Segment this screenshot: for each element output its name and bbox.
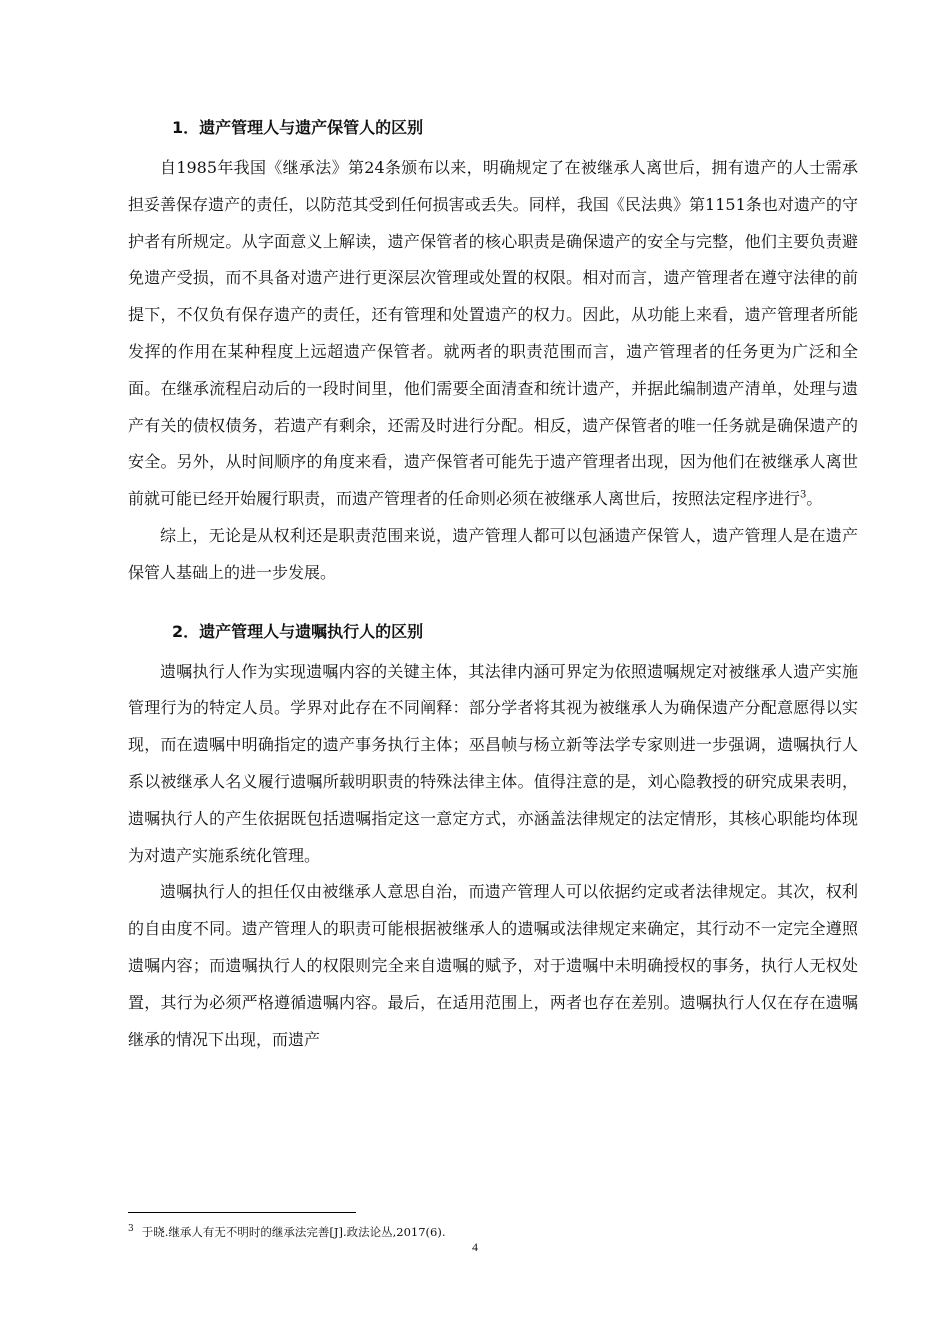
section-heading-1: 1．遗产管理人与遗产保管人的区别 <box>172 118 424 137</box>
footnote <box>128 1224 446 1240</box>
footnote-ref[interactable]: 3 <box>800 489 807 501</box>
footnote-number: 3 <box>128 1224 134 1235</box>
footnote-text: 于晓.继承人有无不明时的继承法完善[J].政法论丛,2017(6). <box>141 1225 446 1239</box>
page-body <box>128 110 858 1058</box>
footnote-separator <box>128 1212 356 1213</box>
paragraph-text: 自1985年我国《继承法》第24条颁布以来，明确规定了在被继承人离世后，拥有遗产的人士需承担妥善保存遗产的责任，以防范其受到任何损害或丢失。同样，我国《民法典》第1151条也对遗产的守护者有所规定。从字面意义上解读，遗产保管者的核心职责是确保遗产的安全与完整，他们主要负责避免遗产受损，而不具备对遗产进行更深层次管理或处置的权限。相对而言，遗产管理者在遵守法律的前提下，不仅负有保存遗产的责任，还有管理和处置遗产的权力。因此，从功能上来看，遗产管理者所能发挥的作用在某种程度上远超遗产保管者。就两者的职责范围而言，遗产管理者的任务更为广泛和全面。在继承流程启动后的一段时间里，他们需要全面清查和统计遗产，并据此编制遗产清单，处理与遗产有关的债权债务，若遗产有剩余，还需及时进行分配。相反，遗产保管者的唯一任务就是确保遗产的安全。另外，从时间顺序的角度来看，遗产保管者可能先于遗产管理者出现，因为他们在被继承人离世前就可能已经开始履行职责，而遗产管理者的任命则必须在被继承人离世后，按照法定程序进行 <box>128 158 858 509</box>
page-number: 4 <box>472 1240 478 1254</box>
paragraph <box>128 150 858 518</box>
paragraph: 遗嘱执行人作为实现遗嘱内容的关键主体，其法律内涵可界定为依照遗嘱规定对被继承人遗产实施管理行为的特定人员。学界对此存在不同阐释：部分学者将其视为被继承人为确保遗产分配意愿得以实现，而在遗嘱中明确指定的遗产事务执行主体；巫昌帧与杨立新等法学专家则进一步强调，遗嘱执行人系以被继承人名义履行遗嘱所载明职责的特殊法律主体。值得注意的是，刘心隐教授的研究成果表明，遗嘱执行人的产生依据既包括遗嘱指定这一意定方式，亦涵盖法律规定的法定情形，其核心职能均体现为对遗产实施系统化管理。 <box>128 661 858 865</box>
paragraph-end: 。 <box>806 489 823 509</box>
section-heading-2: 2．遗产管理人与遗嘱执行人的区别 <box>172 621 424 641</box>
paragraph: 遗嘱执行人的担任仅由被继承人意思自治，而遗产管理人可以依据约定或者法律规定。其次，权利的自由度不同。遗产管理人的职责可能根据被继承人的遗嘱或法律规定来确定，其行动不一定完全遵照遗嘱内容；而遗嘱执行人的权限则完全来自遗嘱的赋予，对于遗嘱中未明确授权的事务，执行人无权处置，其行为必须严格遵循遗嘱内容。最后，在适用范围上，两者也存在差别。遗嘱执行人仅在存在遗嘱继承的情况下出现，而遗产 <box>128 882 858 1049</box>
paragraph: 综上，无论是从权利还是职责范围来说，遗产管理人都可以包涵遗产保管人，遗产管理人是在遗产保管人基础上的进一步发展。 <box>128 525 858 582</box>
